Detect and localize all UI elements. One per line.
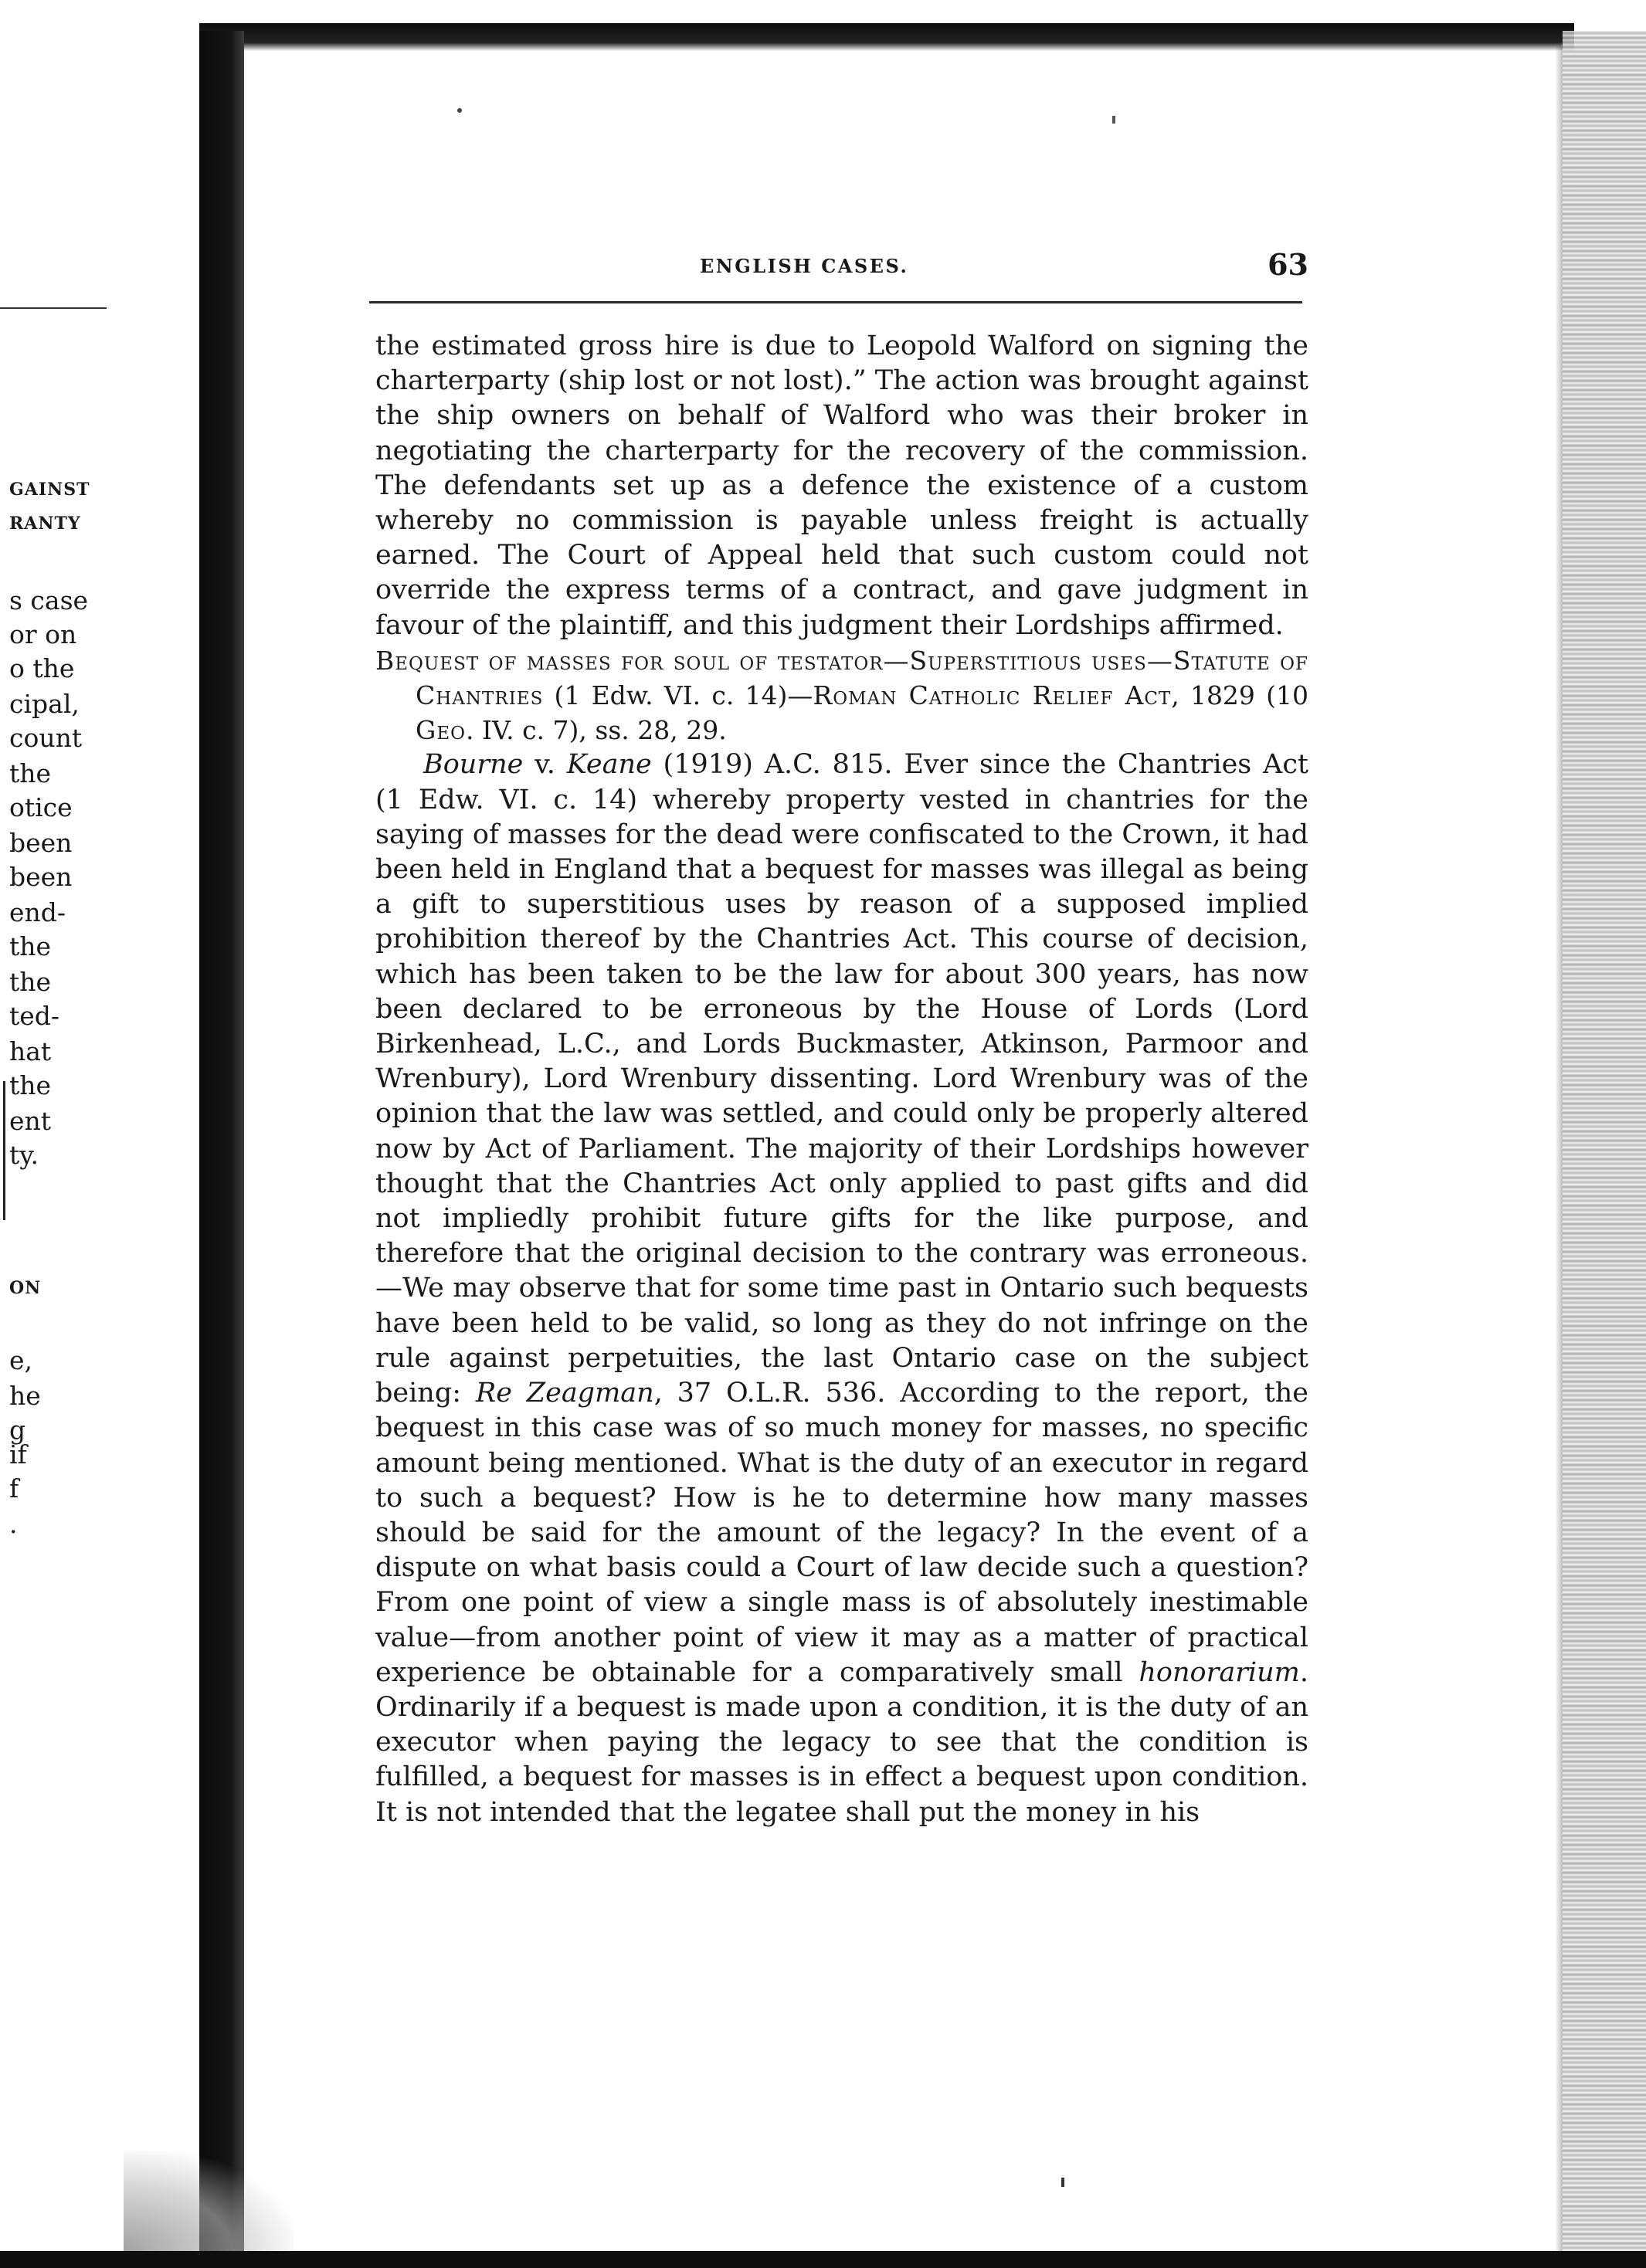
running-title: ENGLISH CASES. — [700, 255, 909, 277]
paragraph-text: , 37 O.L.R. 536. According to the report, the bequest in this case was of so much money for masses, no specific amount being mentioned. What is the duty of an executor in regard to such a bequest? How is he to determine how many masses should be said for the amount of the legacy? In the event of a dispute on what basis could a Court of law decide such a question? From one point of view a single mass is of absolutely inestimable value—from another point of view it may as a matter of practical experience be obtainable for a comparatively small — [375, 1378, 1309, 1688]
facing-text: o the — [9, 653, 75, 683]
heading-text: (1 Edw. VI. c. 14)— — [543, 680, 813, 711]
facing-text: he — [9, 1381, 41, 1411]
facing-text: been — [9, 828, 73, 858]
facing-text: count — [9, 723, 83, 753]
case-paragraph — [375, 748, 1308, 1829]
heading-text: Bequest of masses for soul of testator—Superstitious uses—Statute of Chantries — [375, 645, 1308, 711]
case-party: Keane — [566, 749, 652, 781]
facing-text: the — [9, 758, 52, 788]
heading-text: , 1829 (10 — [1171, 680, 1308, 711]
scan-shadow-top — [199, 23, 1574, 51]
case-reference: Re Zeagman — [475, 1378, 654, 1409]
facing-text: ON — [9, 1278, 42, 1298]
scan-speck — [1061, 2178, 1064, 2187]
facing-text: otice — [9, 792, 73, 822]
facing-text: . — [9, 1509, 18, 1539]
facing-page-mark — [3, 1081, 5, 1220]
facing-text: f — [9, 1473, 19, 1504]
facing-text: the — [9, 967, 52, 997]
facing-text: cipal, — [9, 689, 80, 719]
header-rule — [369, 301, 1302, 303]
page-edge-shadow — [1555, 46, 1563, 2255]
facing-text: e, — [9, 1345, 33, 1375]
scan-speck — [457, 108, 462, 113]
latin-term: honorarium — [1139, 1656, 1300, 1688]
paragraph-text: . Ordinarily if a bequest is made upon a condition, it is the duty of an executor when paying the legacy to see that the condition is fulfilled, a bequest for masses is in effect a bequest upon condition. It is not intended that the legatee shall put the money in his — [375, 1656, 1308, 1828]
scan-speck — [1112, 116, 1115, 124]
heading-text: Roman Catholic Relief Act — [813, 680, 1172, 711]
facing-text: the — [9, 931, 52, 961]
page-edge-right — [1563, 31, 1646, 2268]
facing-text: been — [9, 862, 73, 892]
book-page — [375, 247, 1308, 1830]
facing-text: or on — [9, 619, 77, 649]
paragraph-text: (1919) A.C. 815. Ever since the Chantries Act (1 Edw. VI. c. 14) whereby property vested in chantries for the saying of masses for the dead were confiscated to the Crown, it had been held in England that a bequest for masses was illegal as being a gift to superstitious uses by reason of a supposed implied prohibition thereof by the Chantries Act. This course of decision, which has been taken to be the law for about 300 years, has now been declared to be erroneous by the House of Lords (Lord Birkenhead, L.C., and Lords Buckmaster, Atkinson, Parmoor and Wrenbury), Lord Wrenbury dissenting. Lord Wrenbury was of the opinion that the law was settled, and could only be properly altered now by Act of Parliament. The majority of their Lordships however thought that the Chantries Act only applied to past gifts and did not impliedly prohibit future gifts for the like purpose, and therefore that the original decision to the contrary was erroneous.—We may observe that for some time past in Ontario such bequests have been held to be valid, so long as they do not infringe on the rule against perpetuities, the last Ontario case on the subject being: — [375, 749, 1308, 1409]
facing-text: ent — [9, 1106, 52, 1136]
facing-text: the — [9, 1070, 52, 1100]
case-party: Bourne — [423, 749, 524, 781]
facing-text: RANTY — [9, 514, 81, 534]
section-heading — [375, 643, 1308, 748]
scan-shadow-bottom — [0, 2251, 1646, 2268]
heading-text: Geo — [416, 715, 467, 746]
facing-text: ty. — [9, 1140, 39, 1170]
facing-text: g — [9, 1415, 26, 1445]
facing-text: ted- — [9, 1001, 60, 1031]
paragraph-continuation: the estimated gross hire is due to Leopold Walford on signing the charterparty (ship lost or not lost).” The action was brought against the ship owners on behalf of Walford who was their broker in negotiating the charterparty for the recovery of the commission. The defendants set up as a defence the existence of a custom whereby no commission is payable unless freight is actually earned. The Court of Appeal held that such custom could not override the express terms of a contract, and gave judgment in favour of the plaintiff, and this judgment their Lordships affirmed. — [375, 331, 1308, 641]
facing-page-rule — [0, 307, 107, 309]
facing-text: end- — [9, 897, 66, 927]
facing-text: s case — [9, 585, 89, 615]
facing-text: if — [9, 1439, 27, 1470]
page-body — [375, 329, 1308, 1830]
case-versus: v. — [523, 749, 567, 781]
facing-page-fragment — [0, 0, 193, 2268]
facing-text: GAINST — [9, 480, 90, 500]
running-head — [375, 247, 1308, 293]
page-number: 63 — [1268, 247, 1308, 282]
facing-text: hat — [9, 1036, 52, 1066]
book-spine-shadow — [199, 31, 244, 2268]
heading-text: . IV. c. 7), ss. 28, 29. — [466, 715, 727, 746]
